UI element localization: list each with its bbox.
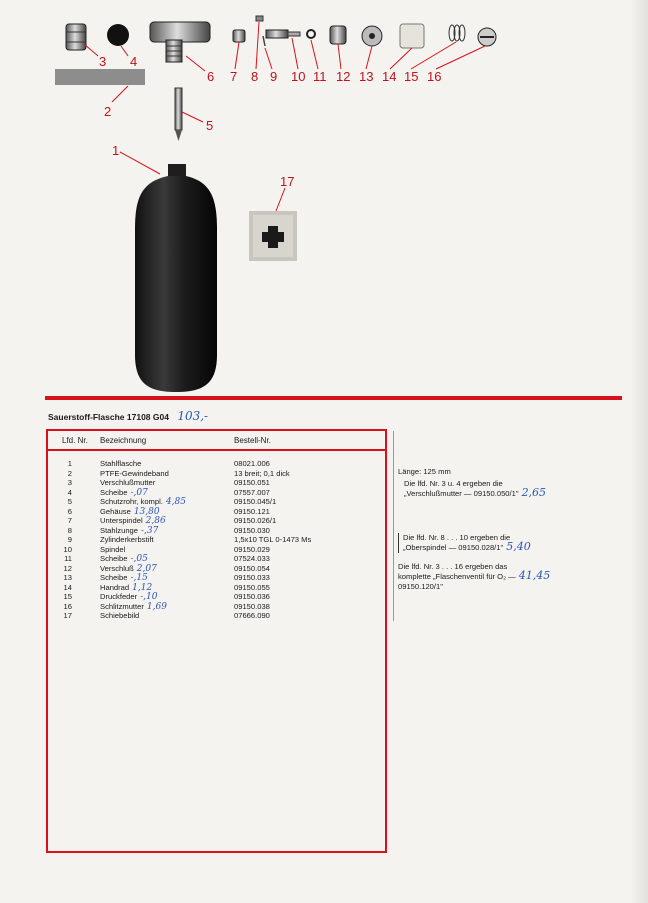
part-3-lock-nut xyxy=(66,24,86,50)
row-handwritten-price: -,37 xyxy=(141,525,159,536)
row-designation-text: Stahlzunge xyxy=(100,525,138,535)
callout-16: 16 xyxy=(427,69,442,84)
callout-1: 1 xyxy=(112,143,120,158)
table-row xyxy=(48,592,385,602)
row-designation-text: Unterspindel xyxy=(100,516,143,525)
callout-4: 4 xyxy=(130,54,138,69)
note3-line1: Die lfd. Nr. 3 . . . 16 ergeben das xyxy=(398,562,508,571)
part-1-steel-bottle xyxy=(135,164,217,392)
row-handwritten-price: 4,85 xyxy=(165,497,186,507)
row-number: 4 xyxy=(67,487,72,497)
title-text: Sauerstoff-Flasche 17108 G04 xyxy=(48,412,169,422)
part-17-decal xyxy=(249,211,297,261)
table-row xyxy=(48,554,385,564)
part-12-closure xyxy=(330,26,346,44)
row-number: 15 xyxy=(63,592,72,601)
row-number: 16 xyxy=(63,601,72,611)
note-lock-nut xyxy=(404,479,546,499)
row-order-number: 1,5x10 TGL 0-1473 Ms xyxy=(234,535,312,544)
note3-line2: komplette „Flaschenventil für O₂ — xyxy=(398,572,516,582)
row-designation xyxy=(100,469,169,479)
row-handwritten-price: 2,07 xyxy=(136,563,157,574)
table-row xyxy=(48,583,385,593)
note2-handwritten: 5,40 xyxy=(506,540,531,554)
table-row xyxy=(48,545,385,555)
note-length: Länge: 125 mm xyxy=(398,467,451,476)
row-order-number: 13 breit; 0,1 dick xyxy=(234,468,290,478)
callout-12: 12 xyxy=(336,69,351,84)
callout-11: 11 xyxy=(313,69,327,84)
row-handwritten-price: -,05 xyxy=(130,554,148,564)
callout-8: 8 xyxy=(251,69,259,84)
row-designation xyxy=(100,478,155,488)
note1-line1: Die lfd. Nr. 3 u. 4 ergeben die xyxy=(404,479,503,488)
row-number: 3 xyxy=(67,478,72,487)
row-handwritten-price: 2,86 xyxy=(145,516,166,526)
table-row xyxy=(48,526,385,536)
row-number: 17 xyxy=(63,611,72,620)
row-designation xyxy=(100,545,125,555)
column-divider xyxy=(393,431,394,621)
table-row xyxy=(48,535,385,545)
part-15-spring xyxy=(449,25,465,41)
row-order-number: 09150.051 xyxy=(234,478,270,487)
row-number: 7 xyxy=(67,516,72,525)
table-row xyxy=(48,488,385,498)
callout-14: 14 xyxy=(382,69,397,84)
table-row xyxy=(48,469,385,479)
row-designation-text: Verschluß xyxy=(100,563,134,573)
row-designation-text: Schutzrohr, kompl. xyxy=(100,497,163,506)
row-number: 2 xyxy=(67,468,72,478)
part-11-washer xyxy=(307,30,315,38)
table-row xyxy=(48,564,385,574)
exploded-parts-illustration xyxy=(0,0,648,395)
callout-2: 2 xyxy=(104,104,112,119)
table-row xyxy=(48,497,385,507)
callout-3: 3 xyxy=(99,54,107,69)
callout-17: 17 xyxy=(280,174,295,189)
row-number: 6 xyxy=(67,506,72,516)
row-number: 14 xyxy=(63,582,72,592)
table-row xyxy=(48,602,385,612)
row-designation-text: Schiebebild xyxy=(100,611,140,620)
row-order-number: 09150.026/1 xyxy=(234,516,277,525)
row-order-number: 09150.054 xyxy=(234,563,270,573)
note-valve-complete xyxy=(398,562,550,591)
row-designation-text: Druckfeder xyxy=(100,592,138,601)
header-rule xyxy=(48,449,385,451)
callout-10: 10 xyxy=(291,69,306,84)
row-designation-text: PTFE-Gewindeband xyxy=(100,468,169,478)
row-designation-text: Scheibe xyxy=(100,487,128,497)
row-designation xyxy=(100,459,141,469)
part-5-protective-tube xyxy=(175,88,182,141)
row-number: 1 xyxy=(67,459,72,468)
note1-line2: „Verschlußmutter — 09150.050/1" xyxy=(404,489,519,499)
row-order-number: 09150.033 xyxy=(234,573,270,582)
header-nr: Lfd. Nr. xyxy=(62,436,88,445)
row-designation xyxy=(100,611,139,621)
row-order-number: 07524.033 xyxy=(234,554,270,563)
row-handwritten-price: -,15 xyxy=(130,573,148,583)
handwritten-price: 103,- xyxy=(177,409,209,423)
part-14-handwheel xyxy=(400,24,424,48)
note-upper-spindle xyxy=(398,533,531,553)
row-order-number: 09150.030 xyxy=(234,525,270,535)
row-number: 13 xyxy=(63,573,72,582)
row-order-number: 09150.045/1 xyxy=(234,497,277,506)
parts-table xyxy=(46,429,387,853)
part-9-pin xyxy=(263,36,265,46)
row-handwritten-price: -,10 xyxy=(140,592,158,602)
row-designation-text: Schlitzmutter xyxy=(100,601,144,611)
callout-13: 13 xyxy=(359,69,374,84)
row-order-number: 09150.036 xyxy=(234,592,270,601)
note3-handwritten: 41,45 xyxy=(518,569,551,583)
header-name: Bezeichnung xyxy=(100,436,147,445)
callout-15: 15 xyxy=(404,69,419,84)
row-designation-text: Stahlflasche xyxy=(100,459,142,468)
part-16-slotted-nut xyxy=(478,28,496,46)
part-7-lower-spindle xyxy=(233,30,245,42)
row-designation-text: Spindel xyxy=(100,544,126,554)
callout-7: 7 xyxy=(230,69,238,84)
row-designation-text: Handrad xyxy=(100,582,130,592)
part-4-washer xyxy=(107,24,129,46)
header-order: Bestell-Nr. xyxy=(234,436,271,445)
page-title xyxy=(48,409,208,423)
row-designation-text: Gehäuse xyxy=(100,506,131,516)
row-number: 8 xyxy=(67,525,72,535)
row-handwritten-price: -,07 xyxy=(130,487,148,498)
row-handwritten-price: 1,12 xyxy=(132,582,153,593)
row-number: 11 xyxy=(64,554,72,563)
part-13-washer xyxy=(362,26,382,46)
table-row xyxy=(48,611,385,621)
row-order-number: 09150.121 xyxy=(234,506,270,516)
part-8-steel-tongue xyxy=(256,16,263,21)
row-order-number: 09150.038 xyxy=(234,601,270,611)
note2-line1: Die lfd. Nr. 8 . . . 10 ergeben die xyxy=(403,533,511,542)
row-number: 5 xyxy=(67,497,72,506)
table-row xyxy=(48,507,385,517)
callout-5: 5 xyxy=(206,118,214,133)
row-number: 12 xyxy=(63,563,72,573)
callout-6: 6 xyxy=(207,69,215,84)
table-row xyxy=(48,459,385,469)
row-order-number: 08021.006 xyxy=(234,459,270,468)
table-row xyxy=(48,516,385,526)
row-designation xyxy=(100,535,154,545)
note2-line2: „Oberspindel — 09150.028/1" xyxy=(403,543,504,553)
row-number: 10 xyxy=(63,544,72,554)
row-designation-text: Scheibe xyxy=(100,554,128,563)
row-order-number: 09150.055 xyxy=(234,582,270,592)
table-rows xyxy=(48,459,385,621)
row-designation-text: Scheibe xyxy=(100,573,128,582)
red-rule xyxy=(45,396,622,400)
row-designation-text: Zylinderkerbstift xyxy=(100,535,154,544)
row-order-number: 09150.029 xyxy=(234,544,270,554)
row-number: 9 xyxy=(67,535,72,544)
table-row xyxy=(48,478,385,488)
note1-handwritten: 2,65 xyxy=(521,486,547,500)
row-order-number: 07557.007 xyxy=(234,487,270,497)
note3-line3: 09150.120/1" xyxy=(398,581,443,591)
row-handwritten-price: 13,80 xyxy=(133,506,160,517)
row-handwritten-price: 1,69 xyxy=(146,601,167,612)
part-2-ptfe-tape xyxy=(55,69,145,85)
table-row xyxy=(48,573,385,583)
callout-9: 9 xyxy=(270,69,278,84)
row-order-number: 07666.090 xyxy=(234,611,270,620)
row-designation-text: Verschlußmutter xyxy=(100,478,156,487)
part-10-spindle xyxy=(266,30,300,38)
part-6-valve-housing xyxy=(150,22,210,62)
